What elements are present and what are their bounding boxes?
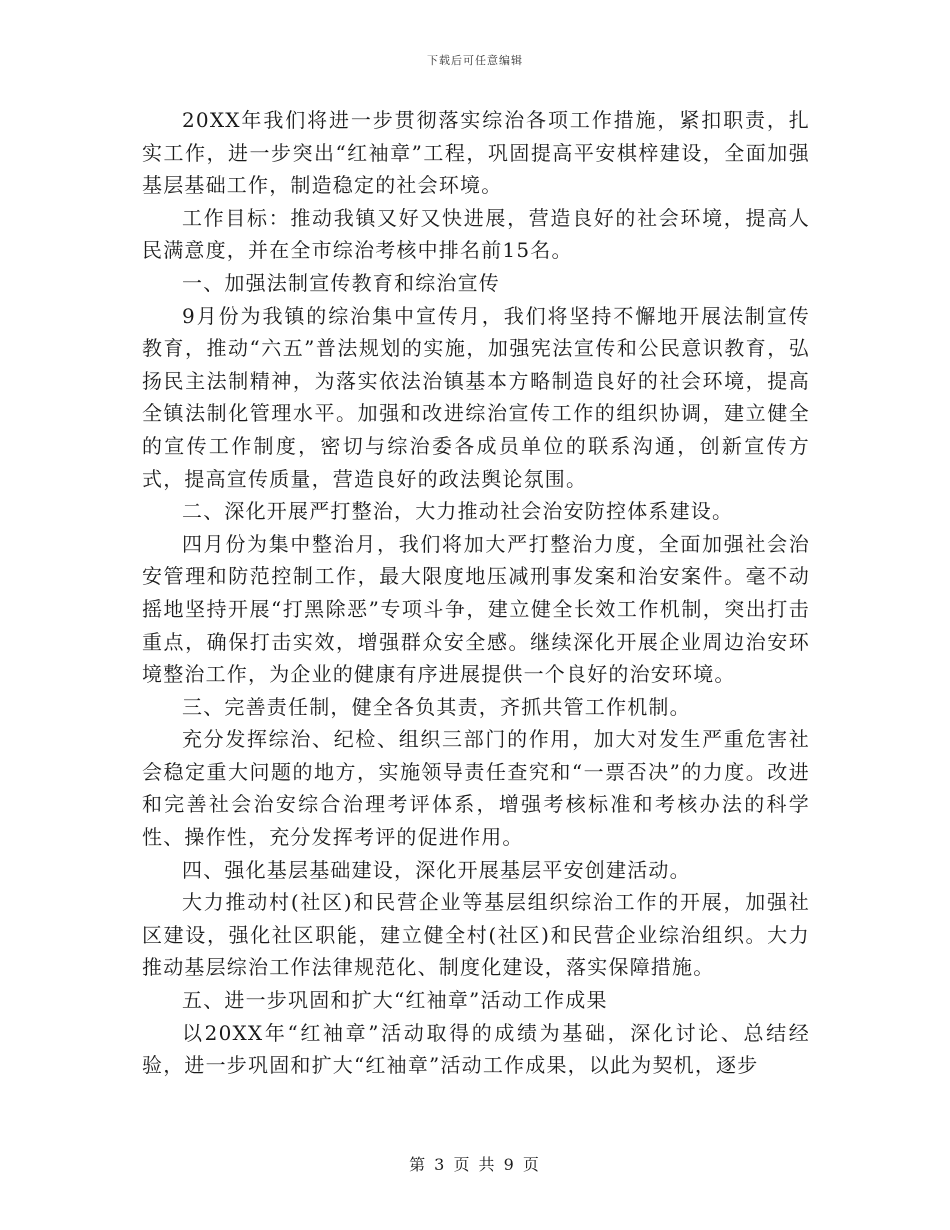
paragraph-section-3: 充分发挥综治、纪检、组织三部门的作用，加大对发生严重危害社会稳定重大问题的地方，实施领导责任查究和“一票否决”的力度。改进和完善社会治安综合治理考评体系，增强考核标准和考核办法的科学性、操作性，充分发挥考评的促进作用。 (142, 727, 810, 850)
paragraph-section-5: 以20XX年“红袖章”活动取得的成绩为基础，深化讨论、总结经验，进一步巩固和扩大“红袖章”活动工作成果，以此为契机，逐步 (142, 1020, 810, 1078)
header-note: 下载后可任意编辑 (427, 54, 523, 67)
section-heading-3: 三、完善责任制，健全各负其责，齐抓共管工作机制。 (182, 694, 691, 719)
paragraph-goal: 工作目标：推动我镇又好又快进展，营造良好的社会环境，提高人民满意度，并在全市综治考核中排名前15名。 (142, 205, 810, 263)
paragraph-section-4: 大力推动村(社区)和民营企业等基层组织综治工作的开展，加强社区建设，强化社区职能，建立健全村(社区)和民营企业综治组织。大力推动基层综治工作法律规范化、制度化建设，落实保障措施。 (142, 890, 810, 980)
paragraph-intro: 20XX年我们将进一步贯彻落实综治各项工作措施，紧扣职责，扎实工作，进一步突出“红袖章”工程，巩固提高平安棋梓建设，全面加强基层基础工作，制造稳定的社会环境。 (142, 108, 810, 198)
paragraph-section-2: 四月份为集中整治月，我们将加大严打整治力度，全面加强社会治安管理和防范控制工作，最大限度地压减刑事发案和治安案件。毫不动摇地坚持开展“打黑除恶”专项斗争，建立健全长效工作机制，突出打击重点，确保打击实效，增强群众安全感。继续深化开展企业周边治安环境整治工作，为企业的健康有序进展提供一个良好的治安环境。 (142, 531, 810, 687)
paragraph-section-1: 9月份为我镇的综治集中宣传月，我们将坚持不懈地开展法制宣传教育，推动“六五”普法规划的实施，加强宪法宣传和公民意识教育，弘扬民主法制精神，为落实依法治镇基本方略制造良好的社会环境，提高全镇法制化管理水平。加强和改进综治宣传工作的组织协调，建立健全的宣传工作制度，密切与综治委各成员单位的联系沟通，创新宣传方式，提高宣传质量，营造良好的政法舆论氛围。 (142, 303, 810, 491)
page-number-footer: 第 3 页 共 9 页 (409, 1155, 541, 1174)
section-heading-4: 四、强化基层基础建设，深化开展基层平安创建活动。 (182, 857, 691, 882)
section-heading-1: 一、加强法制宣传教育和综治宣传 (182, 270, 500, 295)
document-body (142, 104, 810, 1082)
section-heading-5: 五、进一步巩固和扩大“红袖章”活动工作成果 (182, 988, 608, 1013)
section-heading-2: 二、深化开展严打整治，大力推动社会治安防控体系建设。 (182, 499, 734, 524)
